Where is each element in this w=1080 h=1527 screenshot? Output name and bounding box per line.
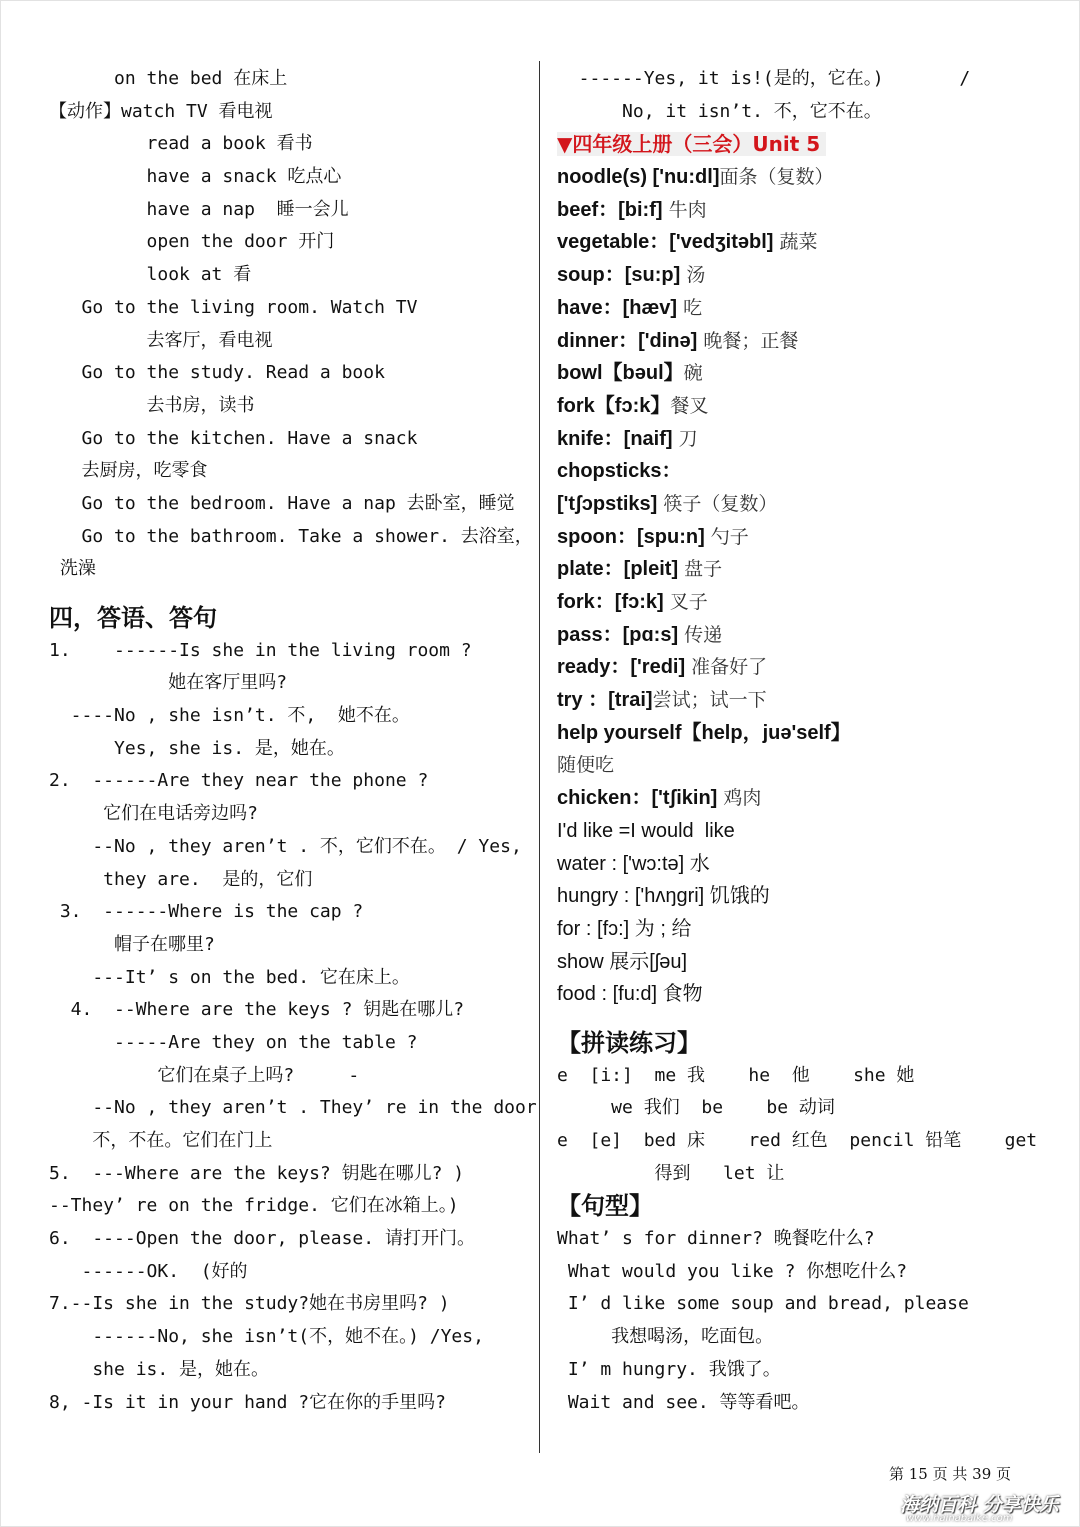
text-line: --They’ re on the fridge. 它们在冰箱上。) — [49, 1195, 459, 1217]
vocab-meaning: 盘子 — [678, 558, 723, 581]
text-line: 去客厅，看电视 — [49, 329, 273, 351]
text-line: --No , they aren’t . 不，它们不在。 / Yes, — [49, 835, 522, 857]
text-line: look at 看 — [49, 264, 252, 286]
text-line: hungry : ['hʌŋgri] 饥饿的 — [557, 885, 770, 908]
text-line: -----Are they on the table ? — [49, 1031, 418, 1053]
text-line: 它们在桌子上吗? - — [49, 1064, 360, 1086]
vocab-line — [557, 423, 1057, 456]
vocab-line — [557, 684, 1057, 717]
text-line: 2. ------Are they near the phone ? — [49, 770, 429, 792]
vocab-word: soup：[su:p] — [557, 264, 681, 287]
left-column — [49, 63, 537, 1419]
vocab-line — [557, 390, 1057, 423]
page-number: 第 15 页 共 39 页 — [889, 1465, 1012, 1483]
vocab-word: pass：[pɑ:s] — [557, 623, 679, 646]
text-line: open the door 开门 — [49, 231, 335, 253]
text-line: No, it isn’t. 不，它不在。 — [557, 100, 882, 122]
vocab-word: ['tʃɔpstiks] — [557, 492, 658, 515]
text-line: she is. 是，她在。 — [49, 1358, 270, 1380]
text-line: What’ s for dinner? 晚餐吃什么? — [557, 1228, 875, 1250]
text-line: 3. ------Where is the cap ? — [49, 901, 364, 923]
vocab-word: help yourself【help，juə'self】 — [557, 721, 851, 744]
text-line: ------No, she isn’t(不，她不在。) /Yes, — [49, 1326, 484, 1348]
text-line: 5. ---Where are the keys? 钥匙在哪儿? ) — [49, 1162, 465, 1184]
vocab-meaning: 准备好了 — [685, 656, 768, 679]
text-line: I'd like =I would like — [557, 819, 735, 842]
text-line: Go to the living room. Watch TV — [49, 296, 418, 318]
section-heading: 四，答语、答句 — [49, 604, 217, 632]
vocab-line — [557, 161, 1057, 194]
text-line: 4. --Where are the keys ? 钥匙在哪儿? — [49, 999, 465, 1021]
text-line: 1. ------Is she in the living room ? — [49, 639, 472, 661]
vocab-word: fork：[fɔ:k] — [557, 591, 664, 613]
text-line: --No , they aren’t . They’ re in the door — [49, 1097, 537, 1119]
vocab-word: chicken：['tʃikin] — [557, 787, 718, 810]
text-line: on the bed 在床上 — [49, 68, 288, 89]
text-line: ------Yes, it is!(是的，它在。) / — [557, 68, 971, 89]
vocab-line — [557, 292, 1057, 325]
vocab-meaning: 餐叉 — [670, 394, 709, 417]
text-line: 6. ----Open the door, please. 请打开门。 — [49, 1228, 475, 1250]
text-line: 我想喝汤，吃面包。 — [557, 1326, 774, 1348]
vocab-line — [557, 325, 1057, 358]
text-line: e [i:] me 我 he 他 she 她 — [557, 1064, 915, 1086]
vocab-word: dinner：['dinə] — [557, 329, 698, 352]
text-line: 洗澡 — [49, 558, 96, 580]
vocab-meaning: 牛肉 — [662, 198, 707, 221]
vocab-word: have：[hæv] — [557, 296, 678, 319]
text-line: 不，不在。它们在门上 — [49, 1130, 273, 1151]
section-heading: 【句型】 — [557, 1192, 653, 1221]
text-line: Wait and see. 等等看吧。 — [557, 1391, 810, 1413]
watermark-logo: 海纳百科 分享快乐 — [900, 1494, 1059, 1516]
watermark-url: www.hainabaike.com — [906, 1513, 1013, 1524]
text-line: 7.--Is she in the study?她在书房里吗? ) — [49, 1293, 450, 1315]
vocab-word: plate：[pleit] — [557, 558, 679, 581]
vocab-meaning: 吃 — [677, 296, 703, 319]
text-line: Yes, she is. 是，她在。 — [49, 737, 345, 759]
spacer — [49, 586, 529, 602]
text-line: we 我们 be be 动词 — [557, 1097, 835, 1119]
text-line: Go to the kitchen. Have a snack — [49, 427, 418, 449]
vocab-meaning: 碗 — [683, 362, 703, 385]
vocab-meaning: 刀 — [672, 427, 698, 450]
text-line: they are. 是的，它们 — [49, 868, 313, 890]
vocab-word: beef：[bi:f] — [557, 198, 663, 221]
vocab-line — [557, 717, 1057, 750]
vocab-line — [557, 586, 1057, 619]
vocab-word: try ：[trai] — [557, 689, 653, 712]
vocab-line — [557, 226, 1057, 259]
unit-heading — [557, 128, 1057, 161]
text-line: ----No , she isn’t. 不, 她不在。 — [49, 705, 410, 727]
vocab-line — [557, 194, 1057, 227]
vocab-meaning: 鸡肉 — [717, 787, 762, 810]
text-line: water : ['wɔ:tə] 水 — [557, 852, 710, 875]
text-line: 随便吃 — [557, 754, 615, 777]
text-line: have a nap 睡一会儿 — [49, 198, 349, 220]
text-line: Go to the bedroom. Have a nap 去卧室，睡觉 — [49, 492, 515, 514]
text-line: I’ m hungry. 我饿了。 — [557, 1358, 781, 1380]
text-line: 【动作】watch TV 看电视 — [49, 100, 273, 122]
right-column — [557, 63, 1057, 1419]
text-line: Go to the study. Read a book — [49, 362, 385, 384]
text-line: 它们在电话旁边吗? — [49, 803, 259, 825]
vocab-line — [557, 488, 1057, 521]
spacer — [557, 1011, 1057, 1027]
text-line: 得到 let 让 — [557, 1162, 785, 1184]
text-line: show 展示[ʃəu] — [557, 950, 688, 973]
vocab-meaning: 晚餐；正餐 — [697, 329, 799, 352]
vocab-line — [557, 521, 1057, 554]
vocab-line — [557, 651, 1057, 684]
vocab-word: noodle(s) ['nu:dl] — [557, 166, 720, 189]
vocab-meaning: 叉子 — [663, 591, 708, 613]
vocab-word: ready：['redi] — [557, 656, 686, 679]
vocab-meaning: 传递 — [678, 623, 723, 646]
vocab-word: bowl【bəul】 — [557, 362, 684, 385]
unit-heading-label: ▼四年级上册（三会）Unit 5 — [557, 132, 826, 156]
column-divider — [539, 61, 540, 1453]
text-line: ---It’ s on the bed. 它在床上。 — [49, 966, 410, 988]
vocab-word: knife：[naif] — [557, 427, 673, 450]
vocab-word: vegetable：['vedʒitəbl] — [557, 231, 774, 254]
text-line: 去厨房，吃零食 — [49, 460, 208, 482]
text-line: I’ d like some soup and bread, please — [557, 1293, 969, 1315]
vocab-meaning: 汤 — [680, 264, 706, 287]
text-line: food : [fu:d] 食物 — [557, 983, 703, 1006]
text-line: ------OK. (好的 — [49, 1260, 248, 1282]
text-line: e [e] bed 床 red 红色 pencil 铅笔 get — [557, 1130, 1038, 1151]
vocab-line — [557, 259, 1057, 292]
vocab-line — [557, 553, 1057, 586]
text-line: for : [fɔ:] 为 ; 给 — [557, 917, 692, 940]
vocab-word: chopsticks： — [557, 460, 682, 483]
text-line: What would you like ? 你想吃什么? — [557, 1260, 908, 1282]
vocab-meaning: 筷子（复数） — [657, 492, 778, 515]
vocab-word: spoon：[spu:n] — [557, 525, 705, 548]
vocab-line — [557, 619, 1057, 652]
vocab-line — [557, 357, 1057, 390]
vocab-meaning: 勺子 — [704, 525, 749, 548]
vocab-word: fork【fɔ:k】 — [557, 394, 671, 417]
vocab-line — [557, 455, 1057, 488]
text-line: 去书房，读书 — [49, 394, 255, 416]
section-heading: 【拼读练习】 — [557, 1028, 701, 1057]
vocab-line — [557, 782, 1057, 815]
text-line: Go to the bathroom. Take a shower. 去浴室， — [49, 525, 533, 547]
vocab-meaning: 尝试；试一下 — [652, 689, 767, 712]
text-line: read a book 看书 — [49, 133, 313, 155]
vocab-meaning: 面条（复数） — [719, 166, 834, 189]
text-line: 她在客厅里吗? — [49, 672, 288, 694]
text-line: have a snack 吃点心 — [49, 166, 342, 188]
vocab-meaning: 蔬菜 — [773, 231, 818, 254]
text-line: 8, -Is it in your hand ?它在你的手里吗? — [49, 1391, 446, 1413]
text-line: 帽子在哪里? — [49, 933, 215, 955]
